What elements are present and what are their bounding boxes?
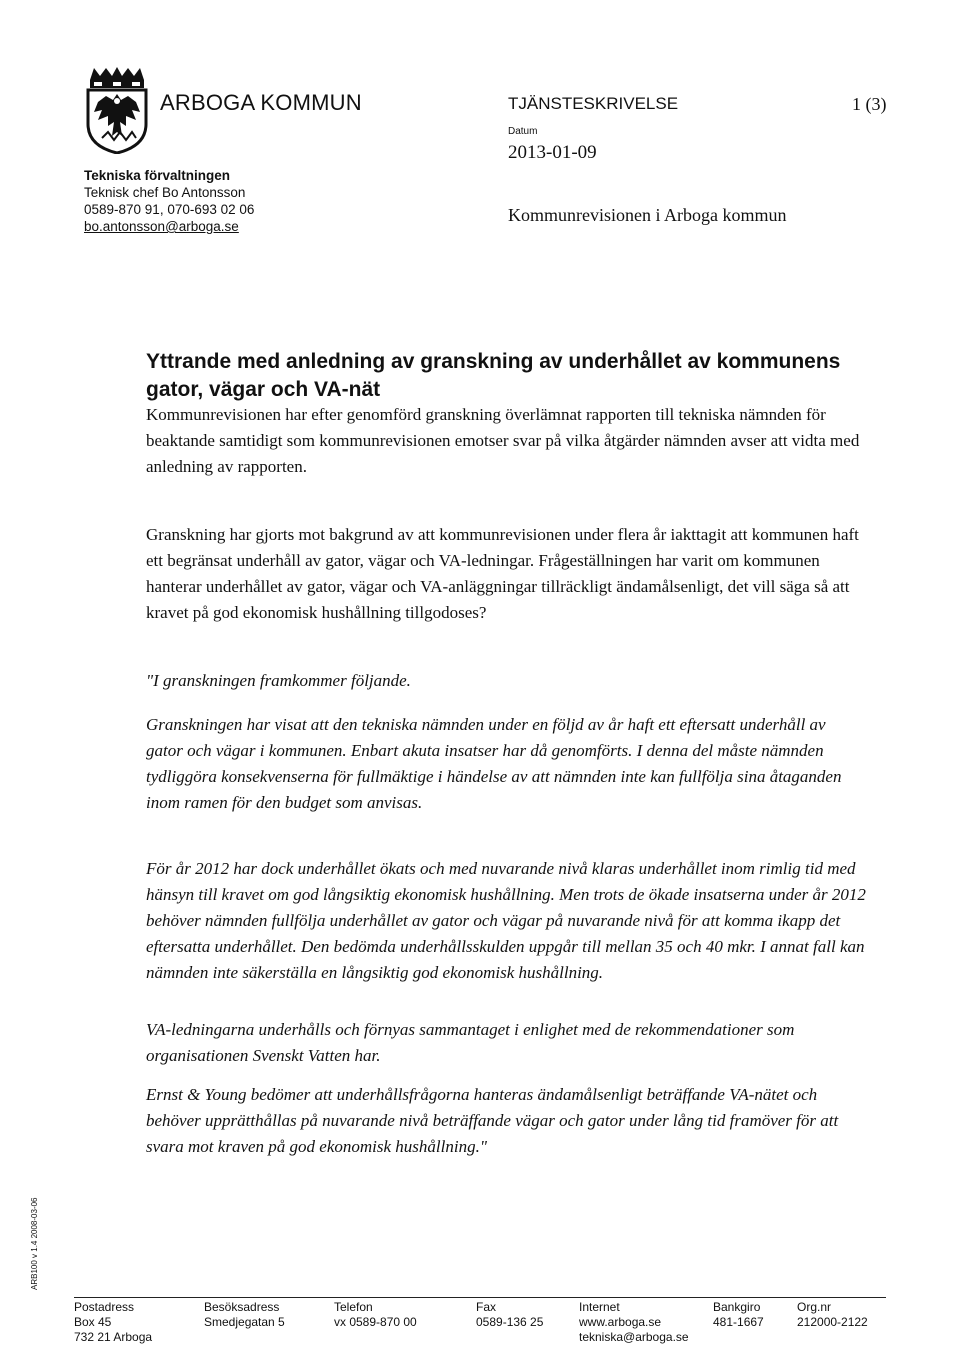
footer-org-label: Org.nr: [797, 1300, 832, 1314]
footer-postal-line1: Box 45: [74, 1315, 112, 1329]
document-type: TJÄNSTESKRIVELSE: [508, 94, 679, 113]
footer-fax: [476, 1300, 543, 1330]
footer-bank-label: Bankgiro: [713, 1300, 761, 1314]
form-code: ARB100 v 1.4 2008-03-06: [30, 1197, 39, 1290]
contact-phone: 0589-870 91, 070-693 02 06: [84, 202, 255, 217]
footer-internet-label: Internet: [579, 1300, 620, 1314]
footer-postal-line2: 732 21 Arboga: [74, 1330, 153, 1344]
footer-visit-label: Besöksadress: [204, 1300, 280, 1314]
contact-email-link[interactable]: bo.antonsson@arboga.se: [84, 219, 239, 234]
department-name: Tekniska förvaltningen: [84, 168, 231, 183]
footer-postal: [74, 1300, 152, 1345]
quote-paragraph-1: Granskningen har visat att den tekniska nämnden under en följd av år haft ett eftersatt underhåll av gator och vägar i kommunen. Enbart akuta insatser har då genomförts. I denna del måste nämnden tydliggöra konsekvenserna för fullmäktige i händelse av att nämnden inte kan fullfölja sina åtaganden inom ramen för den budget som anvisas.: [146, 715, 842, 812]
footer-visit: [204, 1300, 285, 1330]
quote-paragraph-3: VA-ledningarna underhålls och förnyas sammantaget i enlighet med de rekommendationer som organisationen Svenskt Vatten har.: [146, 1020, 795, 1065]
footer-visit-value: Smedjegatan 5: [204, 1315, 285, 1329]
footer-postal-label: Postadress: [74, 1300, 135, 1314]
footer-bank-value: 481-1667: [713, 1315, 764, 1329]
footer-divider: [74, 1297, 886, 1298]
footer-website-link[interactable]: www.arboga.se: [579, 1315, 662, 1329]
footer-fax-label: Fax: [476, 1300, 497, 1314]
footer-phone-value: vx 0589-870 00: [334, 1315, 417, 1329]
quote-paragraph-4: Ernst & Young bedömer att underhållsfrågorna hanteras ändamålsenligt beträffande VA-nätet och behöver upprätthållas på nuvarande nivå beträffande vägar och gator under lång tid framöver för att svara mot kraven på god ekonomisk hushållning.": [146, 1085, 839, 1156]
method-paragraph: Granskning har gjorts mot bakgrund av att kommunrevisionen under flera år iakttagit att kommunen haft ett begränsat underhåll av gator, vägar och VA-ledningar. Frågeställningen har varit om kommunen hanterar underhållet av gator, vägar och VA-anläggningar tillräckligt ändamålsenligt, det vill säga så att kravet på god ekonomisk hushållning tillgodoses?: [146, 525, 859, 622]
date-label: Datum: [508, 126, 538, 137]
intro-paragraph: Kommunrevisionen har efter genomförd granskning överlämnat rapporten till tekniska nämnden för beaktande samtidigt som kommunrevisionen emotser svar på vilka åtgärder nämnden avser att vidta med anledning av rapporten.: [146, 405, 860, 476]
recipient: Kommunrevisionen i Arboga kommun: [508, 205, 787, 225]
org-name: ARBOGA KOMMUN: [160, 90, 362, 115]
footer-orgnr: [797, 1300, 868, 1330]
page-number: 1 (3): [852, 94, 887, 114]
footer-phone: [334, 1300, 417, 1330]
footer-phone-label: Telefon: [334, 1300, 373, 1314]
quote-lead: "I granskningen framkommer följande.: [146, 671, 411, 690]
footer-internet: [579, 1300, 689, 1345]
document-date: 2013-01-09: [508, 142, 597, 163]
footer-email-link[interactable]: tekniska@arboga.se: [579, 1330, 689, 1344]
footer-fax-value: 0589-136 25: [476, 1315, 544, 1329]
footer-bankgiro: [713, 1300, 764, 1330]
footer-org-value: 212000-2122: [797, 1315, 868, 1329]
document-title: Yttrande med anledning av granskning av underhållet av kommunens gator, vägar och VA-nät: [146, 350, 841, 401]
quote-paragraph-2: För år 2012 har dock underhållet ökats och med nuvarande nivå klaras underhållet inom rimlig tid med hänsyn till kravet om god långsiktig ekonomisk hushållning. Men trots de ökade insatserna under år 2012 behöver nämnden fullfölja underhållet av gator och vägar på nuvarande nivå för att komma ikapp det eftersatta underhållet. Den bedömda underhållsskulden uppgår till mellan 35 och 40 mkr. I annat fall kan nämnden inte säkerställa en långsiktig god ekonomisk hushållning.: [146, 859, 866, 982]
contact-name: Teknisk chef Bo Antonsson: [84, 185, 246, 200]
coat-of-arms-logo-icon: [84, 66, 150, 154]
